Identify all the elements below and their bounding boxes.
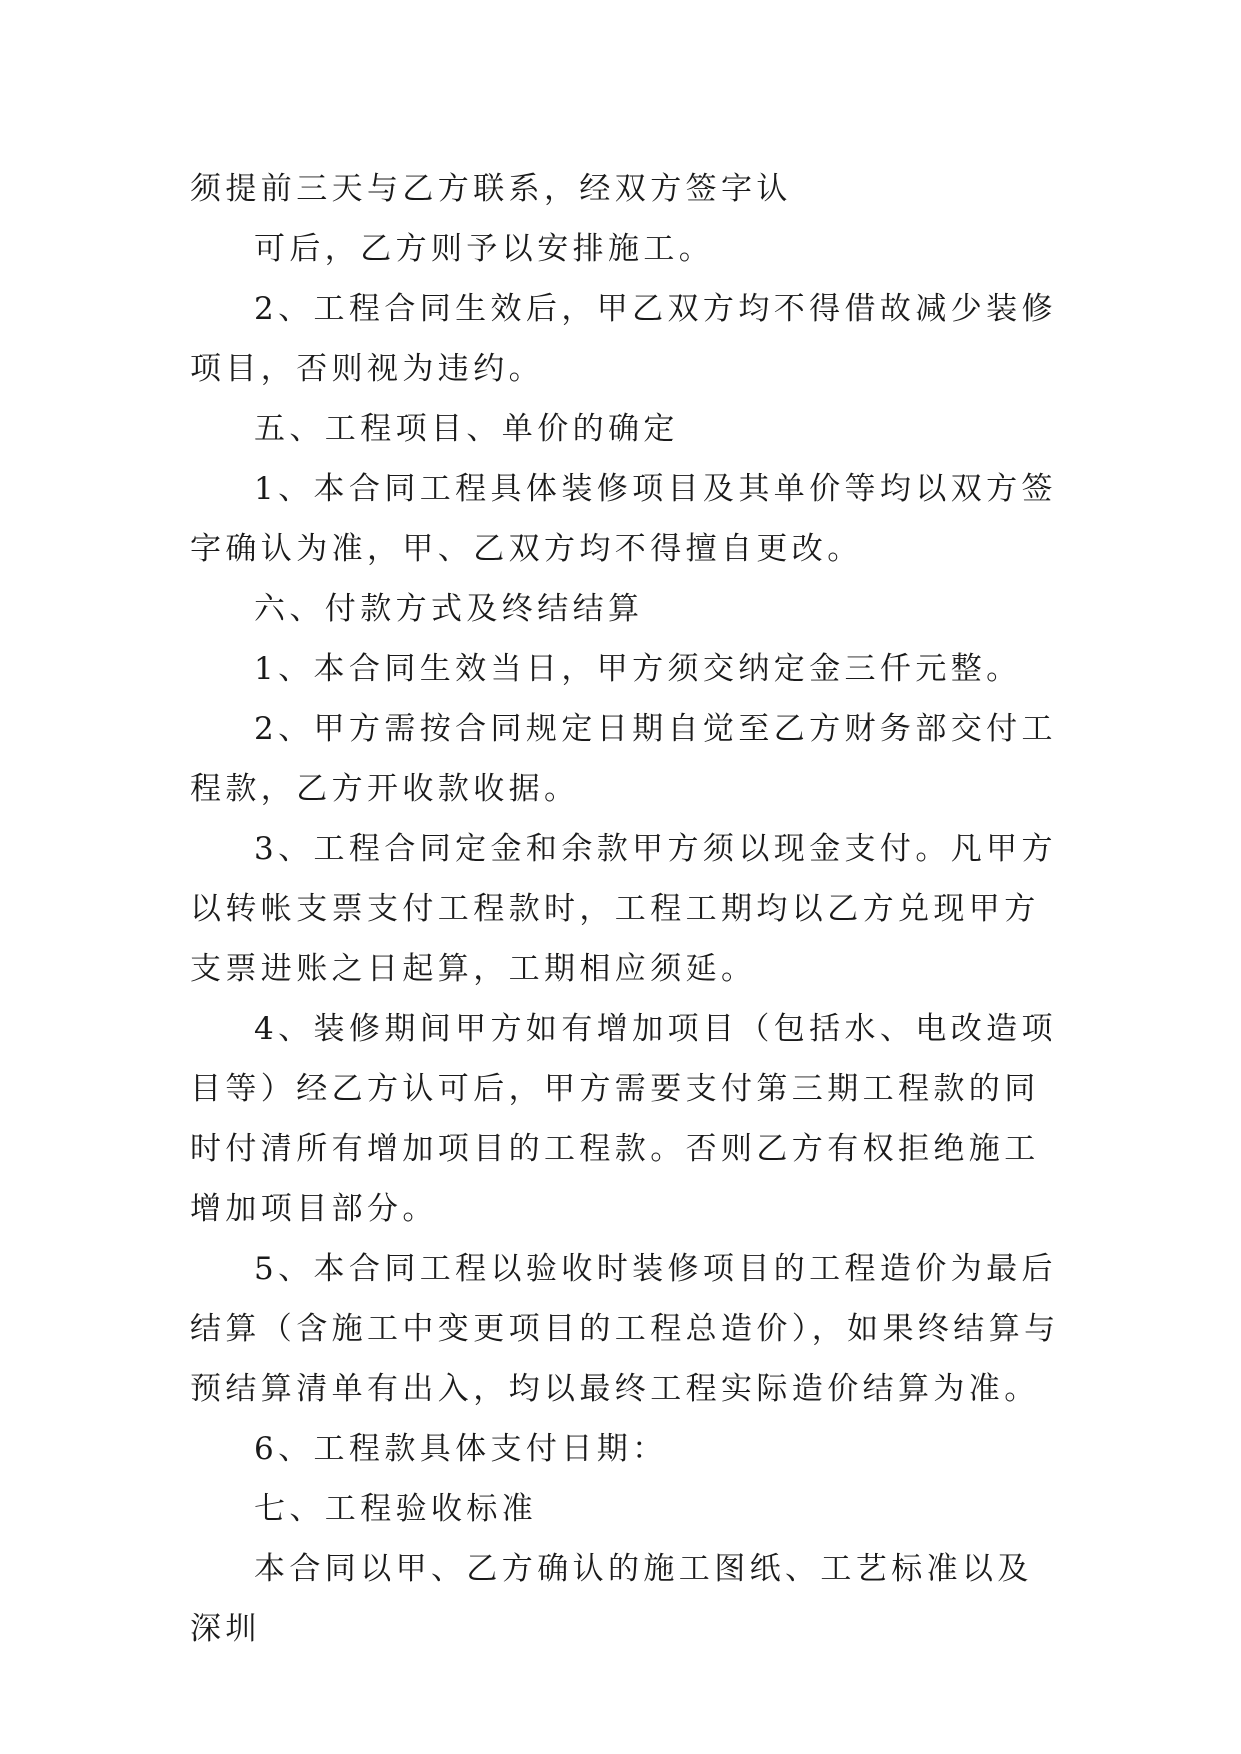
paragraph-clause-6-5: 5、本合同工程以验收时装修项目的工程造价为最后结算（含施工中变更项目的工程总造价），如果终结算与预结算清单有出入，均以最终工程实际造价结算为准。 <box>190 1251 1060 1407</box>
paragraph-clause-6-3: 3、工程合同定金和余款甲方须以现金支付。凡甲方以转帐支票支付工程款时，工程工期均以乙方兑现甲方支票进账之日起算，工期相应须延。 <box>190 831 1057 987</box>
paragraph-continuation-end: 可后，乙方则予以安排施工。 <box>254 231 715 267</box>
paragraph-clause-6-6: 6、工程款具体支付日期： <box>254 1431 668 1467</box>
paragraph-clause-6-2: 2、甲方需按合同规定日期自觉至乙方财务部交付工程款，乙方开收款收据。 <box>190 711 1057 807</box>
section-heading-5: 五、工程项目、单价的确定 <box>254 411 679 447</box>
paragraph-continuation: 须提前三天与乙方联系，经双方签字认 <box>190 171 792 207</box>
paragraph-clause-7: 本合同以甲、乙方确认的施工图纸、工艺标准以及深圳 <box>190 1551 1033 1647</box>
document-body <box>190 159 1060 1659</box>
paragraph-clause-4-2: 2、工程合同生效后，甲乙双方均不得借故减少装修项目，否则视为违约。 <box>190 291 1057 387</box>
section-heading-6: 六、付款方式及终结结算 <box>254 591 644 627</box>
section-heading-7: 七、工程验收标准 <box>254 1491 538 1527</box>
paragraph-clause-6-1: 1、本合同生效当日，甲方须交纳定金三仟元整。 <box>254 651 1022 687</box>
paragraph-clause-6-4: 4、装修期间甲方如有增加项目（包括水、电改造项目等）经乙方认可后，甲方需要支付第三期工程款的同时付清所有增加项目的工程款。否则乙方有权拒绝施工增加项目部分。 <box>190 1011 1057 1227</box>
paragraph-clause-5-1: 1、本合同工程具体装修项目及其单价等均以双方签字确认为准，甲、乙双方均不得擅自更改。 <box>190 471 1057 567</box>
